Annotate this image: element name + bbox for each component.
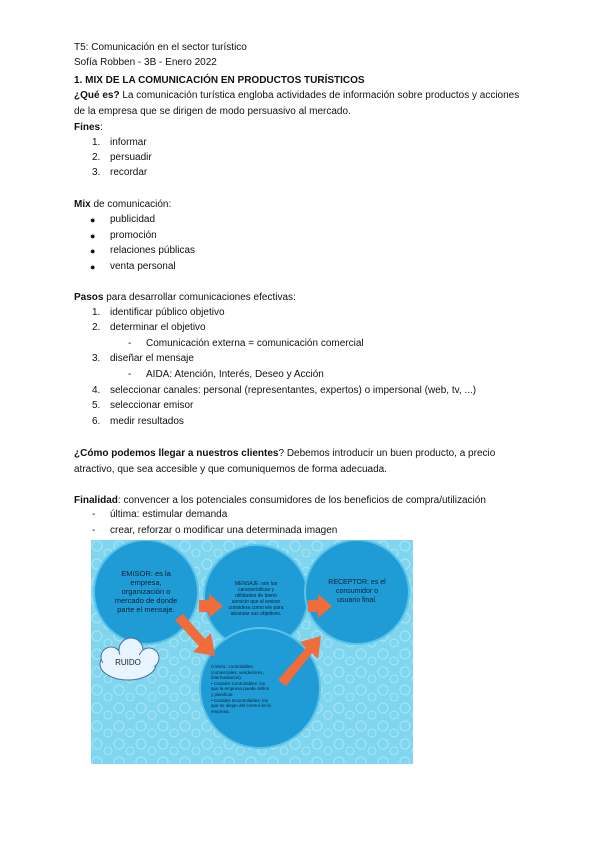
- list-number: 5.: [92, 400, 101, 411]
- canal-line: (comerciales, vendedores,: [211, 669, 264, 675]
- emisor-line: organización o: [121, 587, 171, 596]
- canal-line: • Canales Incontrolables: los: [211, 697, 268, 703]
- list-number: 1.: [92, 137, 101, 148]
- list-number: 3.: [92, 167, 101, 178]
- dash-icon: -: [92, 525, 96, 536]
- pasos-label: Pasos: [74, 292, 104, 303]
- bullet-icon: ●: [90, 246, 96, 256]
- list-number: 2.: [92, 322, 101, 333]
- mensaje-line: considera como e/e para: [228, 605, 284, 611]
- receptor-line: usuario final.: [337, 597, 377, 604]
- list-number: 2.: [92, 152, 101, 163]
- como-paragraph: [74, 447, 495, 460]
- emisor-line: mercado de donde: [114, 596, 178, 605]
- list-item: crear, reforzar o modificar una determinada imagen: [110, 525, 338, 536]
- mix-rest: de comunicación:: [90, 199, 172, 210]
- canal-line: que la empresa puede definir: [211, 686, 270, 692]
- fines-colon: :: [100, 122, 103, 133]
- list-item: relaciones públicas: [110, 245, 196, 256]
- finalidad-label: Finalidad: [74, 495, 118, 506]
- como-text-2: atractivo, que sea accesible y que comuniquemos de forma adecuada.: [74, 464, 387, 475]
- fines-label: Fines: [74, 122, 101, 133]
- list-item: informar: [110, 137, 147, 148]
- section-title: 1. MIX DE LA COMUNICACIÓN EN PRODUCTOS TURÍSTICOS: [74, 75, 365, 86]
- list-item: última: estimular demanda: [110, 509, 228, 520]
- sub-item: AIDA: Atención, Interés, Deseo y Acción: [146, 369, 324, 380]
- mensaje-line: servicio que el emisor: [231, 599, 281, 605]
- list-number: 4.: [92, 385, 101, 396]
- que-es-text-2: de la empresa que se dirigen de modo persuasivo al mercado.: [74, 106, 351, 117]
- list-item: venta personal: [110, 261, 176, 272]
- list-item: identificar público objetivo: [110, 307, 225, 318]
- canal-line: intermediarios).: [211, 675, 243, 681]
- emisor-text: [105, 569, 187, 614]
- header-line-1: T5: Comunicación en el sector turístico: [74, 42, 247, 53]
- list-item: determinar el objetivo: [110, 322, 206, 333]
- receptor-text: [317, 578, 397, 605]
- como-text-1: ? Debemos introducir un buen producto, a precio: [278, 448, 496, 459]
- receptor-line: RECEPTOR: es el: [328, 579, 386, 586]
- list-item: recordar: [110, 167, 148, 178]
- list-number: 6.: [92, 416, 101, 427]
- emisor-line: EMISOR: es la: [121, 569, 171, 578]
- como-label: ¿Cómo podemos llegar a nuestros clientes: [74, 448, 279, 459]
- sub-item: Comunicación externa = comunicación comercial: [146, 338, 364, 349]
- finalidad-text: : convencer a los potenciales consumidores de los beneficios de compra/utilización: [117, 495, 486, 506]
- list-number: 3.: [92, 353, 101, 364]
- pasos-heading: [74, 291, 296, 304]
- mix-label: Mix: [74, 199, 91, 210]
- canal-text: [211, 664, 309, 714]
- list-item: medir resultados: [110, 416, 184, 427]
- bullet-icon: ●: [90, 231, 96, 241]
- canal-line: que se alejan del control de la: [211, 703, 271, 709]
- que-es-paragraph: [74, 89, 519, 102]
- list-item: publicidad: [110, 214, 156, 225]
- dash-icon: -: [92, 509, 96, 520]
- dash-icon: -: [128, 338, 132, 349]
- mensaje-text: [213, 581, 299, 617]
- canal-line: y planificar.: [211, 691, 234, 697]
- finalidad-paragraph: [74, 494, 486, 507]
- receptor-line: consumidor o: [335, 588, 379, 595]
- dash-icon: -: [128, 369, 132, 380]
- emisor-line: empresa,: [130, 578, 162, 587]
- mensaje-line: utilidades de bieno: [235, 593, 277, 599]
- que-es-text-1: La comunicación turística engloba actividades de información sobre productos y acciones: [119, 90, 520, 101]
- mix-heading: [74, 198, 171, 211]
- communication-diagram: [91, 540, 413, 764]
- list-item: promoción: [110, 230, 157, 241]
- bullet-icon: ●: [90, 215, 96, 225]
- list-item: seleccionar canales: personal (representantes, expertos) o impersonal (web, tv, ...): [110, 385, 477, 396]
- list-number: 1.: [92, 307, 101, 318]
- canal-line: empresa.: [211, 708, 230, 714]
- mensaje-line: características y: [237, 587, 275, 593]
- que-es-label: ¿Qué es?: [74, 90, 120, 101]
- list-item: diseñar el mensaje: [110, 353, 194, 364]
- ruido-label: RUIDO: [115, 658, 141, 667]
- canal-line: CANAL: controlables: [211, 664, 253, 669]
- mensaje-line: MENSAJE: son los: [234, 581, 278, 587]
- bullet-icon: ●: [90, 262, 96, 272]
- list-item: seleccionar emisor: [110, 400, 194, 411]
- header-line-2: Sofía Robben - 3B - Enero 2022: [74, 57, 217, 68]
- emisor-line: parte el mensaje.: [117, 605, 175, 614]
- mensaje-line: alcanzar sus objetivos.: [230, 611, 282, 617]
- pasos-rest: para desarrollar comunicaciones efectivas:: [103, 292, 296, 303]
- list-item: persuadir: [110, 152, 152, 163]
- fines-heading: [74, 121, 103, 134]
- canal-line: • Canales Controlables: los: [211, 680, 266, 686]
